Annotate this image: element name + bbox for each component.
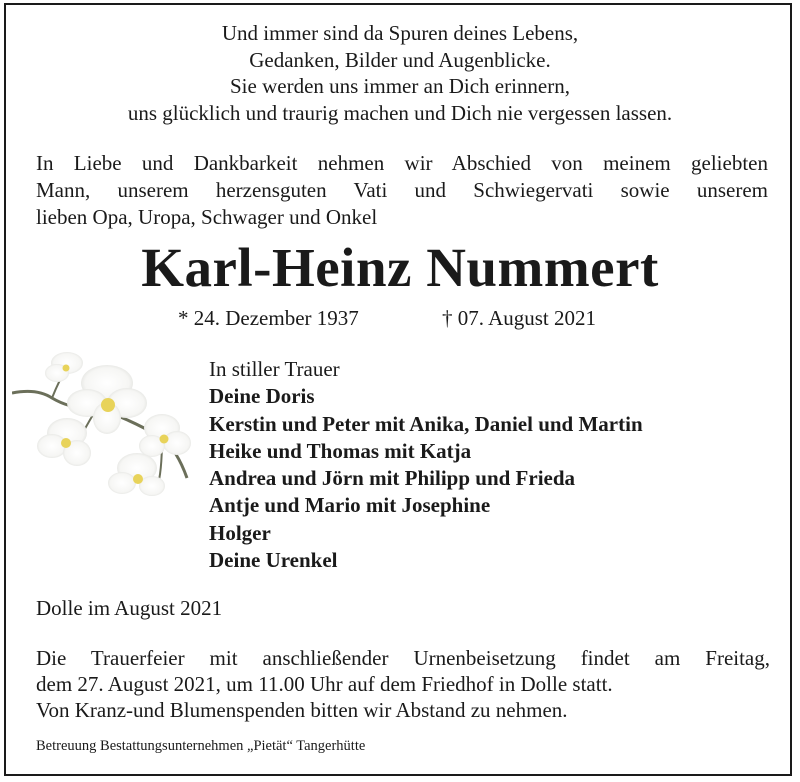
funeral-info bbox=[36, 645, 770, 723]
intro-line: Mann, unserem herzensguten Vati und Schwiegervati sowie unserem bbox=[36, 178, 768, 202]
birth-date: * 24. Dezember 1937 bbox=[178, 306, 359, 330]
mourner: Deine Doris bbox=[209, 384, 315, 409]
mourner: Antje und Mario mit Josephine bbox=[209, 493, 491, 518]
mourning-header: In stiller Trauer bbox=[209, 357, 340, 381]
mourner: Kerstin und Peter mit Anika, Daniel und Martin bbox=[209, 411, 643, 436]
poem-line: Gedanken, Bilder und Augenblicke. bbox=[249, 47, 551, 72]
funeral-home-credit: Betreuung Bestattungsunternehmen „Pietät“ Tangerhütte bbox=[36, 738, 366, 754]
memorial-poem bbox=[0, 20, 800, 126]
mourner: Holger bbox=[209, 520, 271, 545]
poem-line: uns glücklich und traurig machen und Dich nie vergessen lassen. bbox=[127, 100, 673, 125]
funeral-line: Von Kranz-und Blumenspenden bitten wir Abstand zu nehmen. bbox=[36, 698, 568, 722]
white-orchid-branch-icon bbox=[12, 338, 212, 508]
intro-line: lieben Opa, Uropa, Schwager und Onkel bbox=[36, 205, 378, 229]
farewell-intro bbox=[36, 150, 768, 231]
poem-line: Sie werden uns immer an Dich erinnern, bbox=[230, 74, 570, 98]
poem-line: Und immer sind da Spuren deines Lebens, bbox=[221, 21, 579, 45]
mourner: Deine Urenkel bbox=[209, 548, 338, 573]
funeral-line: Die Trauerfeier mit anschließender Urnenbeisetzung findet am Freitag, bbox=[36, 646, 770, 670]
mourner: Heike und Thomas mit Katja bbox=[209, 438, 472, 463]
mourners-list bbox=[209, 356, 643, 574]
deceased-name: Karl-Heinz Nummert bbox=[141, 237, 659, 298]
mourner: Andrea und Jörn mit Philipp und Frieda bbox=[209, 466, 576, 491]
death-date: † 07. August 2021 bbox=[442, 306, 597, 330]
funeral-line: dem 27. August 2021, um 11.00 Uhr auf dem Friedhof in Dolle statt. bbox=[36, 672, 613, 696]
place-and-date: Dolle im August 2021 bbox=[36, 596, 223, 620]
intro-line: In Liebe und Dankbarkeit nehmen wir Abschied von meinem geliebten bbox=[36, 151, 768, 175]
